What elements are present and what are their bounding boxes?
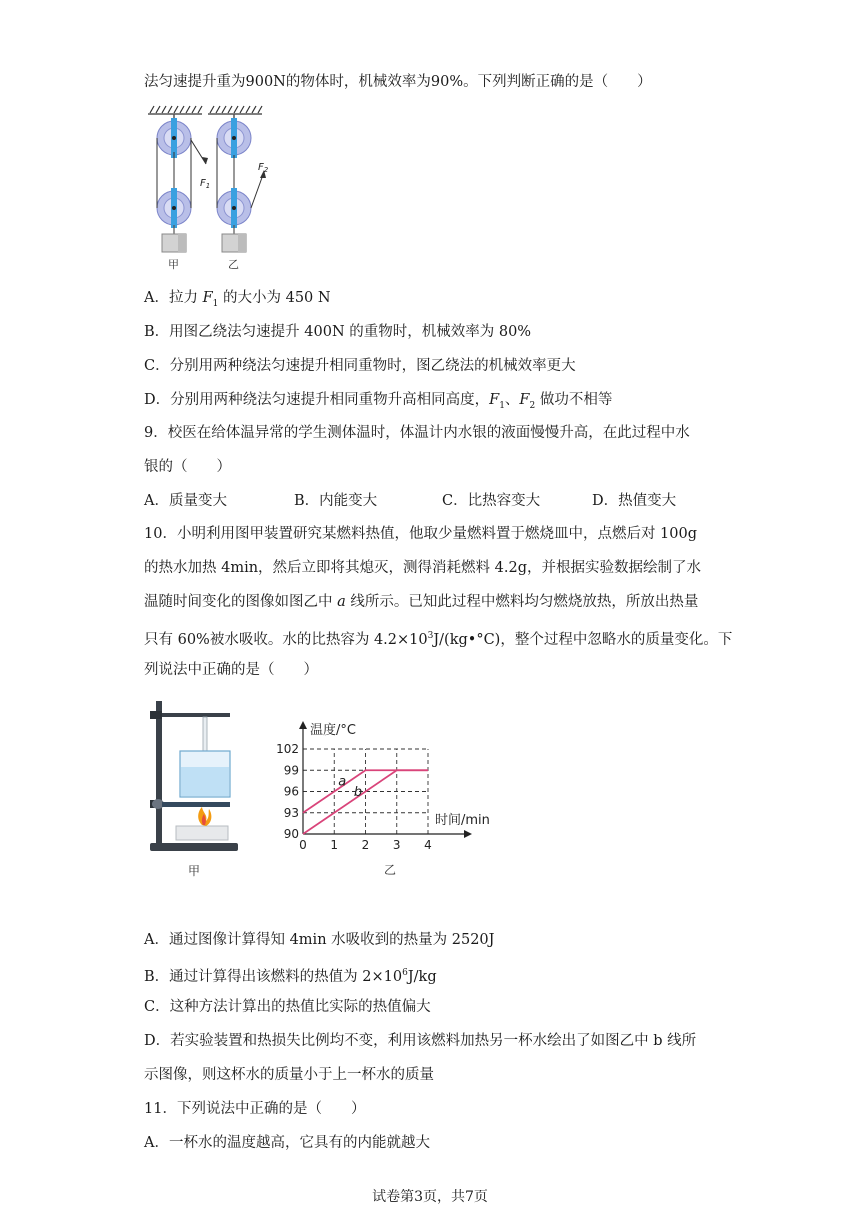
q9-option-c: C．比热容变大	[442, 493, 541, 509]
figure-label-jia-10: 甲	[188, 864, 201, 878]
ceiling-right	[208, 106, 262, 114]
q9-option-d: D．热值变大	[592, 493, 677, 509]
chart-y-label: 温度/°C	[310, 723, 356, 738]
q11-stem: 11．下列说法中正确的是（ ）	[144, 1101, 366, 1117]
chart-figure-label: 乙	[384, 863, 397, 877]
q10-stem-line3: 温随时间变化的图像如图乙中 a 线所示。已知此过程中燃料均匀燃烧放热，所放出热量	[144, 594, 699, 610]
y-tick-label-93: 93	[283, 805, 299, 820]
q9-stem-line1: 9．校医在给体温异常的学生测体温时，体温计内水银的液面慢慢升高，在此过程中水	[144, 425, 690, 441]
y-tick-label-96: 96	[283, 784, 299, 799]
y-tick-label-99: 99	[283, 763, 299, 778]
q8-option-c: C．分别用两种绕法匀速提升相同重物时，图乙绕法的机械效率更大	[144, 358, 576, 374]
q10-stem-line2: 的热水加热 4min，然后立即将其熄灭，测得消耗燃料 4.2g，并根据实验数据绘制了水	[144, 560, 702, 576]
q9-option-b: B．内能变大	[294, 493, 378, 509]
q8-stem-tail: 法匀速提升重为900N的物体时，机械效率为90%。下列判断正确的是（ ）	[144, 74, 652, 90]
x-tick-label-0: 0	[299, 838, 307, 852]
q10-option-d-line2: 示图像，则这杯水的质量小于上一杯水的质量	[144, 1067, 434, 1083]
q9-options	[144, 491, 744, 511]
ceiling-left	[148, 106, 202, 114]
chart-x-label: 时间/min	[435, 813, 490, 828]
q8-option-b: B．用图乙绕法匀速提升 400N 的重物时，机械效率为 80%	[144, 324, 532, 340]
q9-stem-line2: 银的（ ）	[144, 459, 231, 475]
q10-option-a: A．通过图像计算得知 4min 水吸收到的热量为 2520J	[144, 932, 495, 948]
series-label-a: a	[338, 774, 347, 790]
q9-option-a: A．质量变大	[144, 493, 227, 509]
q10-option-b: B．通过计算得出该燃料的热值为 $2\times 10^6J/kg$	[144, 968, 437, 985]
x-tick-label-3: 3	[392, 838, 401, 852]
figure-label-jia: 甲	[168, 258, 179, 271]
series-label-b: b	[353, 785, 363, 801]
x-tick-label-1: 1	[330, 838, 339, 852]
force-label-f1: $F_1$	[200, 178, 211, 190]
x-axis-arrow	[464, 830, 472, 838]
pulley-set-right	[217, 114, 269, 271]
q11-option-a: A．一杯水的温度越高，它具有的内能就越大	[144, 1135, 430, 1151]
q10-option-c: C．这种方法计算出的热值比实际的热值偏大	[144, 999, 431, 1015]
apparatus-figure	[140, 695, 250, 885]
q10-stem-line4: 只有 60%被水吸收。水的比热容为 $4.2\times 10^3J/(kg•^\circ C)$，整个过程中忽略水的质量变化。下	[144, 631, 733, 648]
q10-stem-line5: 列说法中正确的是（ ）	[144, 662, 318, 678]
temperature-time-chart	[270, 712, 510, 882]
y-axis-arrow	[299, 721, 307, 729]
q8-option-a: A．拉力 $F_1$ 的大小为 450 N	[144, 290, 331, 309]
page-footer: 试卷第3页，共7页	[372, 1189, 488, 1205]
q10-option-d-line1: D．若实验装置和热损失比例均不变，利用该燃料加热另一杯水绘出了如图乙中 b 线所	[144, 1033, 697, 1049]
x-tick-label-2: 2	[361, 838, 370, 852]
x-tick-label-4: 4	[424, 838, 432, 852]
y-tick-label-102: 102	[276, 742, 299, 756]
y-tick-label-90: 90	[283, 827, 299, 841]
pulley-figure	[140, 100, 290, 275]
q8-option-d: D．分别用两种绕法匀速提升相同重物升高相同高度，$F_1$、$F_2$ 做功不相等	[144, 392, 613, 411]
q10-stem-line1: 10．小明利用图甲装置研究某燃料热值，他取少量燃料置于燃烧皿中，点燃后对 100g	[144, 526, 698, 542]
pulley-set-left	[157, 114, 210, 271]
force-label-f2: $F_2$	[258, 162, 269, 174]
figure-label-yi: 乙	[228, 258, 239, 271]
